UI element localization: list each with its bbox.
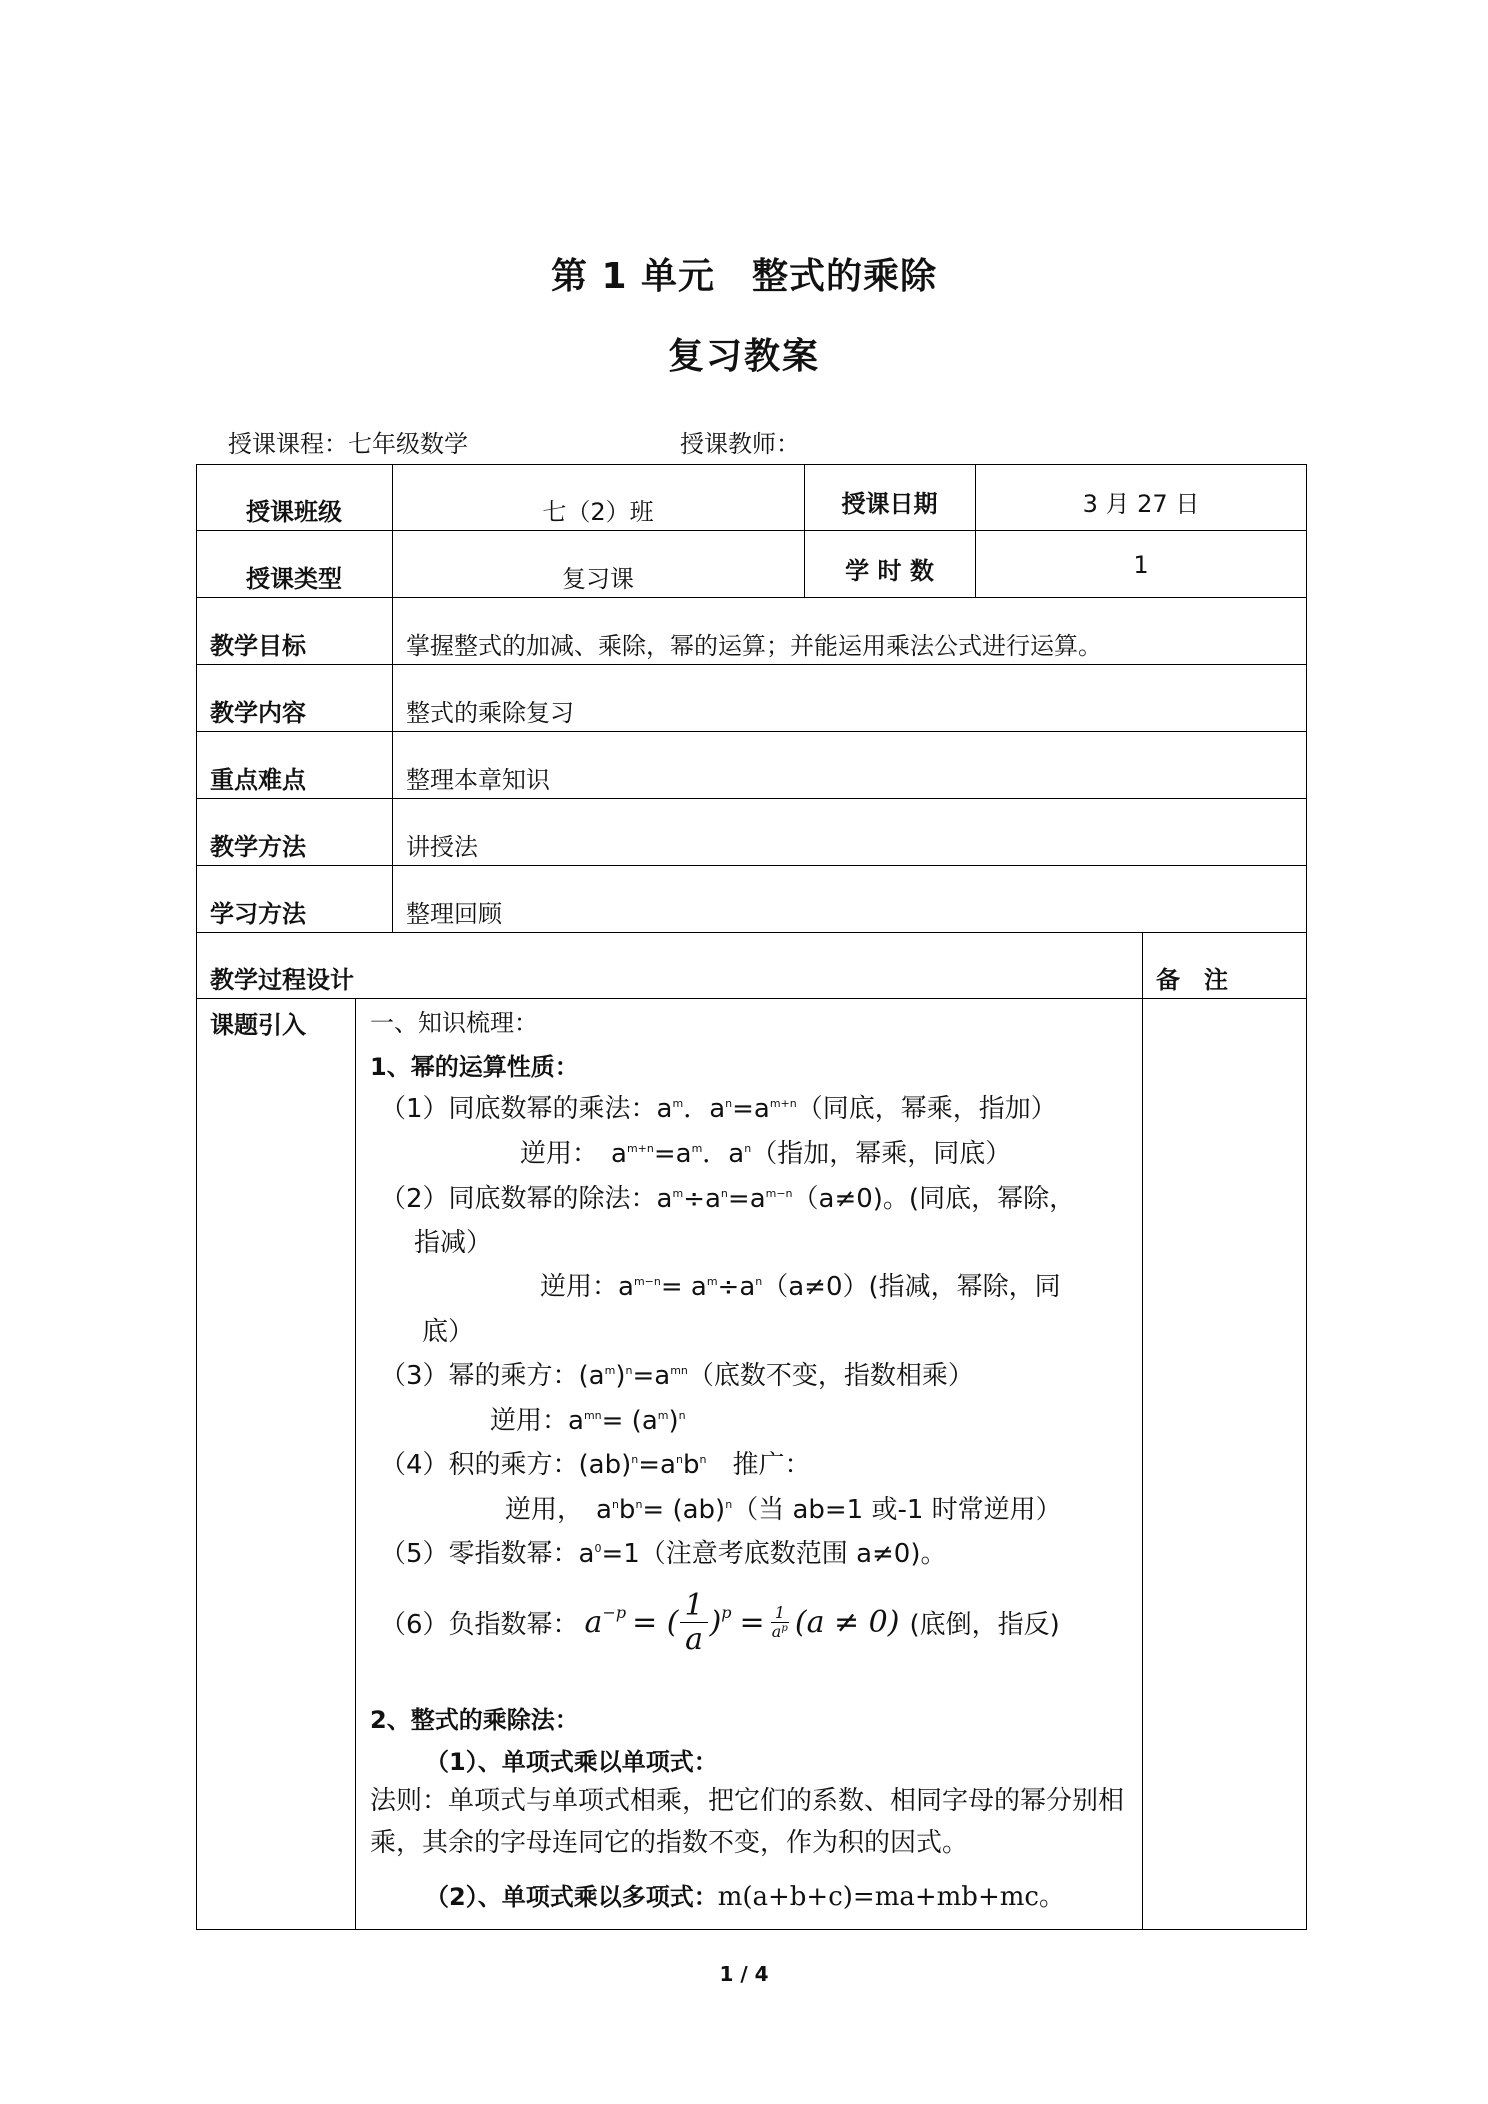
- class-value: 七（2）班: [542, 498, 654, 526]
- hours-value: 1: [1133, 551, 1149, 579]
- rule-2-cont: 指减）: [414, 1228, 493, 1258]
- method-label: 教学方法: [210, 833, 306, 861]
- heading-multiplication: 2、整式的乘除法：: [370, 1706, 579, 1734]
- learning-value: 整理回顾: [406, 900, 502, 928]
- section-label: 课题引入: [210, 1011, 306, 1039]
- course-label: 授课课程：七年级数学: [228, 430, 468, 458]
- rule-4: （4）积的乘方：$(ab)^n=a^nb^n$ 推广：: [380, 1450, 811, 1480]
- class-label: 授课班级: [246, 498, 342, 526]
- method-value: 讲授法: [406, 833, 478, 861]
- date-label: 授课日期: [841, 490, 938, 518]
- rule-1-reverse: 逆用： $a^{m+n}=a^m$．$a^n$（指加，幂乘，同底）: [520, 1139, 1012, 1169]
- document-subtitle: 复习教案: [667, 336, 820, 377]
- content-value: 整式的乘除复习: [406, 699, 574, 727]
- subheading-mono-mono: （1）、单项式乘以单项式：: [425, 1748, 718, 1776]
- rule-text-line1: 法则：单项式与单项式相乘，把它们的系数、相同字母的幂分别相: [370, 1786, 1125, 1816]
- mono-poly-formula: m(a+b+c)=ma+mb+mc。: [717, 1882, 1065, 1912]
- teacher-label: 授课教师：: [680, 430, 800, 458]
- rule-2-reverse-cont: 底）: [422, 1317, 475, 1347]
- process-header: 教学过程设计: [210, 966, 354, 994]
- intro-text: 一、知识梳理：: [370, 1009, 538, 1037]
- page-number: 1 / 4: [719, 1962, 769, 1986]
- rule-text-line2: 乘，其余的字母连同它的指数不变，作为积的因式。: [370, 1828, 969, 1858]
- rule-6: （6）负指数幂： $a^{-p}$ = ( $\frac{1}{a}$ )$^p$ = $\frac{1}{a^p}$ (a ≠ 0) (底倒，指反): [380, 1588, 1060, 1657]
- rule-2: （2）同底数幂的除法：$a^m\div a^n=a^{m-n}(a\ne 0)$。(同底，幂除，: [380, 1184, 1076, 1214]
- rule-1: （1）同底数幂的乘法：$a^m$．$a^n=a^{m+n}$（同底，幂乘，指加）: [380, 1094, 1057, 1124]
- hours-label: 学 时 数: [845, 557, 934, 585]
- subheading-mono-poly: （2）、单项式乘以多项式：m(a+b+c)=ma+mb+mc。: [425, 1882, 1065, 1912]
- rule-3-reverse: 逆用：$a^{mn}= (a^m)^n$: [490, 1406, 686, 1436]
- rule-2-reverse: 逆用：$a^{m-n}= a^m\div a^n(a\ne 0)$(指减，幂除，同: [540, 1272, 1061, 1302]
- keypoints-value: 整理本章知识: [406, 766, 550, 794]
- type-value: 复习课: [562, 565, 634, 593]
- document-title: 第 1 单元 整式的乘除: [550, 256, 938, 297]
- keypoints-label: 重点难点: [210, 766, 306, 794]
- objective-value: 掌握整式的加减、乘除，幂的运算；并能运用乘法公式进行运算。: [406, 632, 1102, 660]
- rule-3: （3）幂的乘方：$(a^m)^n=a^{mn}$（底数不变，指数相乘）: [380, 1361, 974, 1391]
- type-label: 授课类型: [246, 565, 342, 593]
- content-label: 教学内容: [210, 699, 306, 727]
- learning-label: 学习方法: [210, 900, 306, 928]
- rule-4-reverse: 逆用， $a^nb^n= (ab)^n$（当 ab=1 或-1 时常逆用）: [505, 1495, 1062, 1525]
- date-value: 3 月 27 日: [1082, 490, 1200, 518]
- objective-label: 教学目标: [210, 632, 306, 660]
- notes-header: 备 注: [1156, 966, 1228, 994]
- heading-power-rules: 1、幂的运算性质：: [370, 1053, 579, 1081]
- rule-5: （5）零指数幂：$a^0=1$（注意考底数范围 a≠0)。: [380, 1539, 947, 1569]
